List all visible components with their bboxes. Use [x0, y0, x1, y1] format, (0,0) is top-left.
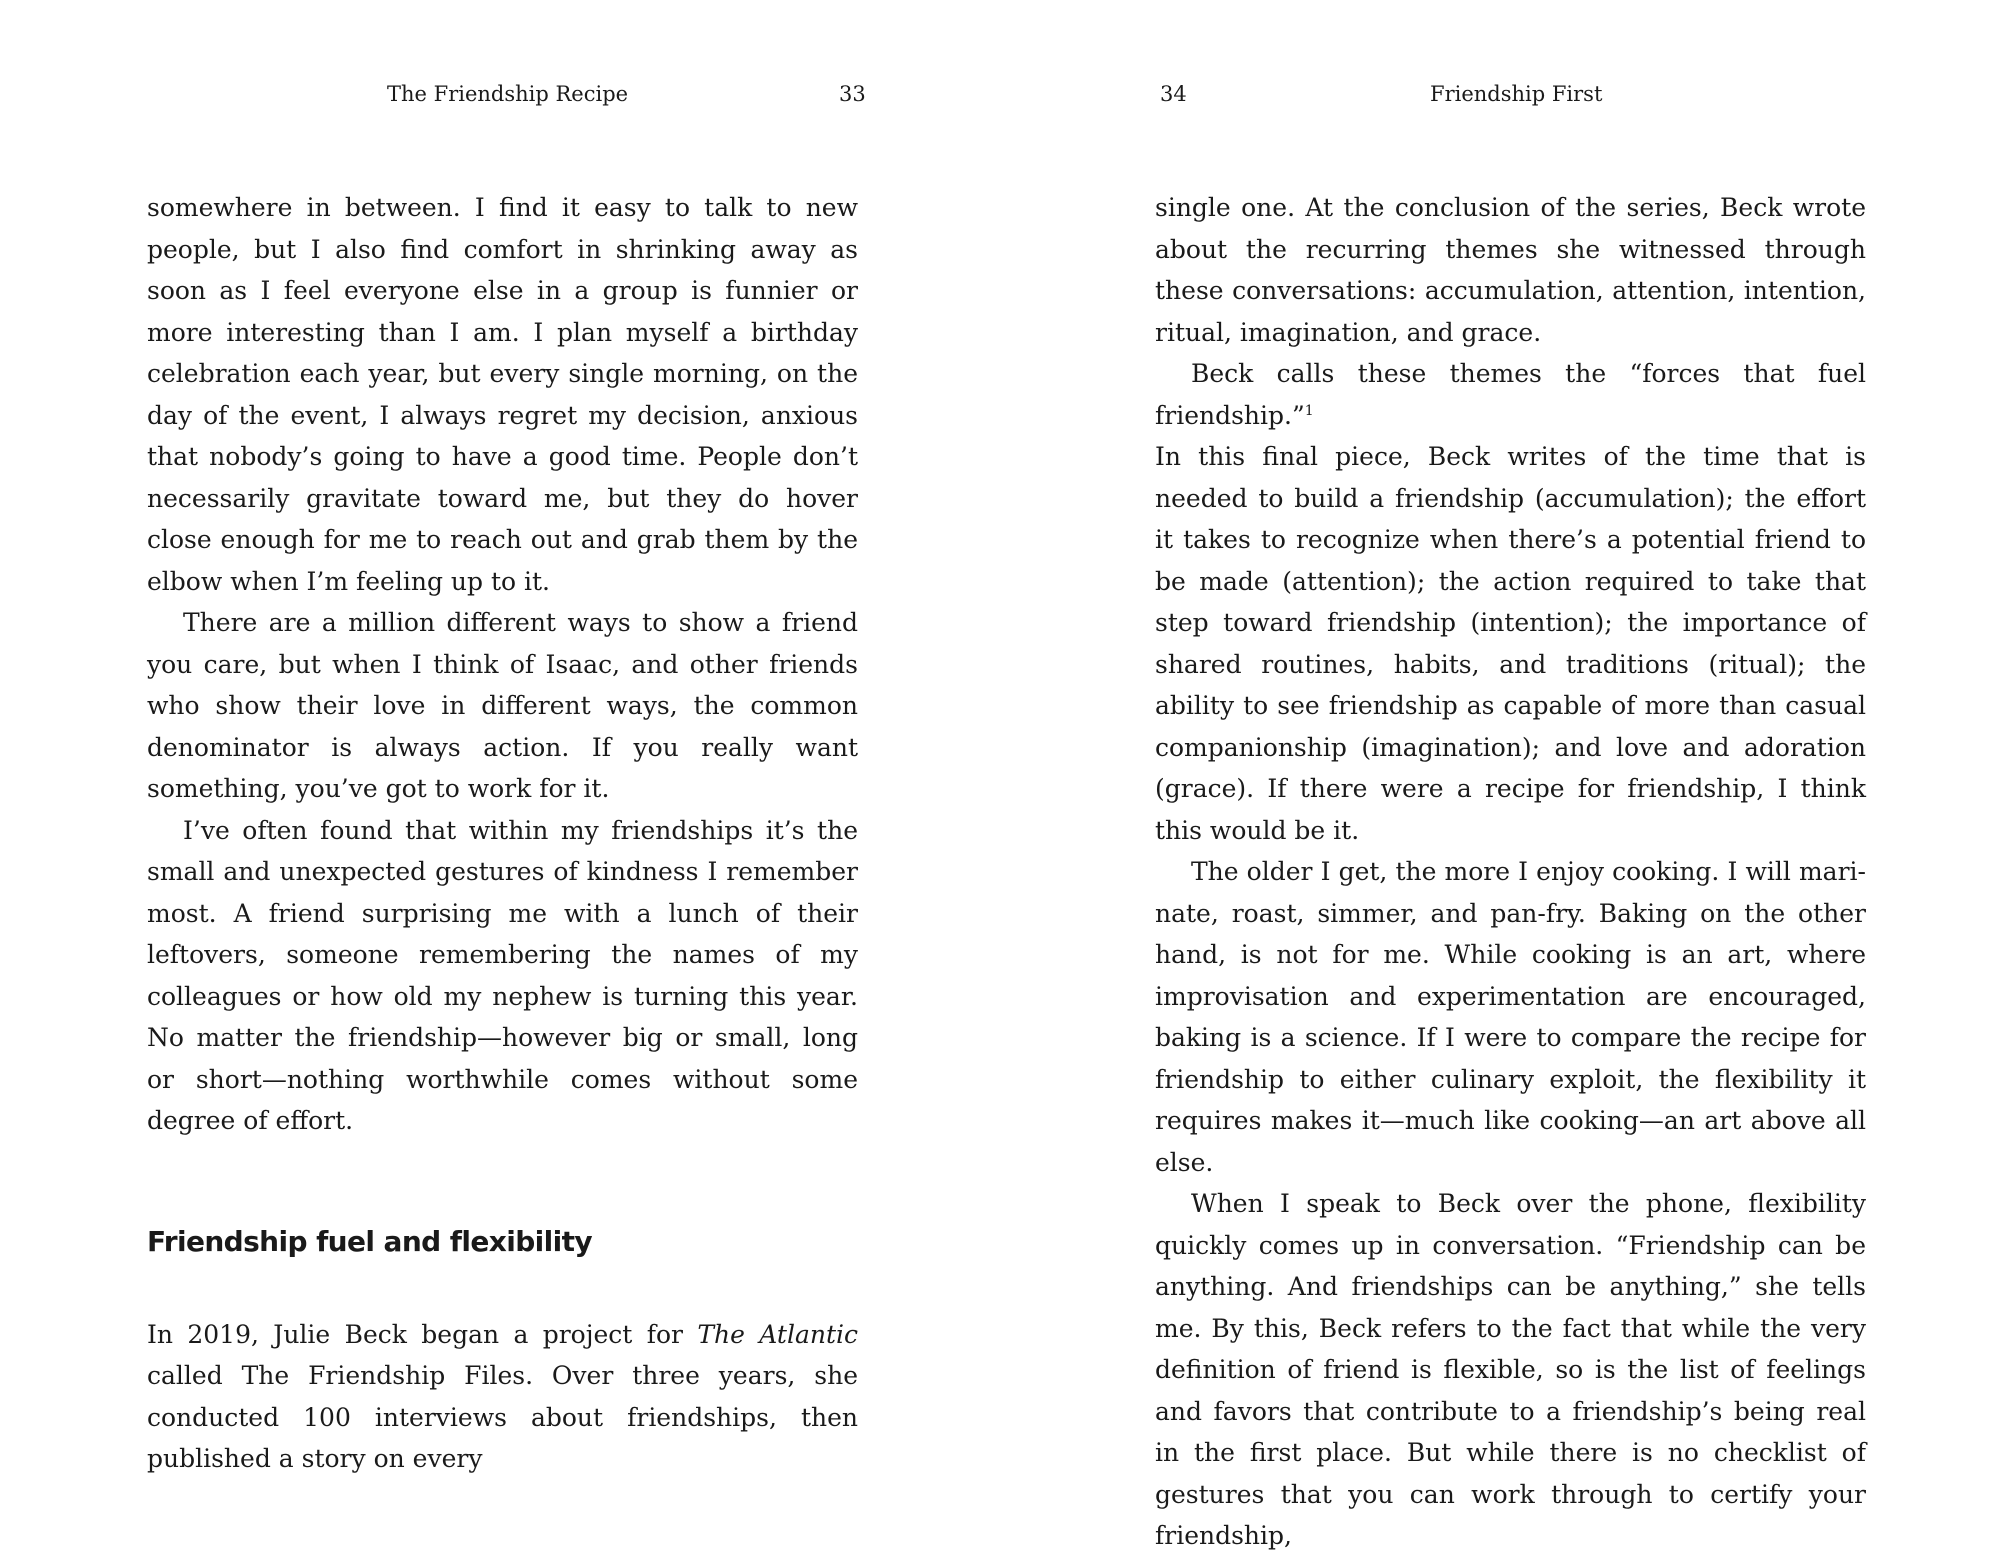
left-page [0, 0, 1000, 1500]
page-number: 34 [1160, 82, 1187, 106]
body-text [1155, 187, 1866, 1557]
paragraph: I’ve often found that within my friendships it’s the small and unexpected gestures of kindness I remember most. A friend surprising me with a lunch of their leftovers, someone remembering the names of my colleagues or how old my nephew is turning this year. No matter the friendship—however big or small, long or short—nothing worthwhile comes without some degree of effort. [147, 815, 858, 1135]
page-number: 33 [839, 82, 866, 106]
body-text [147, 187, 858, 1480]
right-page [1000, 0, 2000, 1550]
paragraph: single one. At the conclusion of the series, Beck wrote about the recurring themes she witnessed through these conversations: accumulation, attention, intention, ritual, imagination, and grace. [1155, 193, 1866, 347]
paragraph: somewhere in between. I find it easy to talk to new people, but I also find comfort in shrinking away as soon as I feel everyone else in a group is funnier or more interesting than I am. I plan myself a birthday celebration each year, but every single morning, on the day of the event, I always regret my decision, anxious that nobody’s going to have a good time. People don’t necessarily gravitate toward me, but they do hover close enough for me to reach out and grab them by the elbow when I’m feeling up to it. [147, 193, 858, 596]
section-heading: Friendship fuel and flexibility [147, 1224, 593, 1258]
paragraph [147, 1314, 858, 1480]
paragraph: There are a million different ways to show a friend you care, but when I think of Isaac, and other friends who show their love in different ways, the common denominator is always action. If you really want something, you’ve got to work for it. [147, 608, 858, 803]
running-head-title: The Friendship Recipe [387, 82, 629, 106]
paragraph: When I speak to Beck over the phone, flexibility quickly comes up in conversation. “Friendship can be anything. And friendships can be anything,” she tells me. By this, Beck refers to the fact that while the very definition of friend is flexible, so is the list of feelings and favors that contribute to a friendship’s being real in the first place. But while there is no checklist of gestures that you can work through to certify your friendship, [1155, 1189, 1866, 1550]
publication-title: The Atlantic [697, 1319, 858, 1349]
paragraph: In this final piece, Beck writes of the time that is needed to build a friendship (accumulation); the effort it takes to recognize when there’s a potential friend to be made (attention); the action required to take that step toward friendship (intention); the importance of shared routines, habits, and traditions (ritual); the ability to see friendship as capable of more than casual companionship (imagination); and love and adoration (grace). If there were a recipe for friendship, I think this would be it. [1155, 442, 1866, 845]
paragraph-text: In 2019, Julie Beck began a project for [147, 1319, 698, 1349]
paragraph: The older I get, the more I enjoy cooking. I will marinate, roast, simmer, and pan-fry. Baking on the other hand, is not for me. While cooking is an art, where improvisation and experimentation are encouraged, baking is a science. If I were to compare the recipe for friendship to either culinary exploit, the flexibility it requires makes it—much like cooking—an art above all else. [1155, 857, 1866, 1177]
running-head-title: Friendship First [1430, 82, 1603, 106]
paragraph-text: Beck calls these themes the “forces that fuel friendship.” [1155, 359, 1866, 430]
paragraph [1155, 353, 1866, 436]
footnote-marker: 1 [1304, 402, 1314, 419]
paragraph-text: called The Friendship Files. Over three years, she conducted 100 interviews about friendships, then published a story on every [147, 1361, 858, 1473]
